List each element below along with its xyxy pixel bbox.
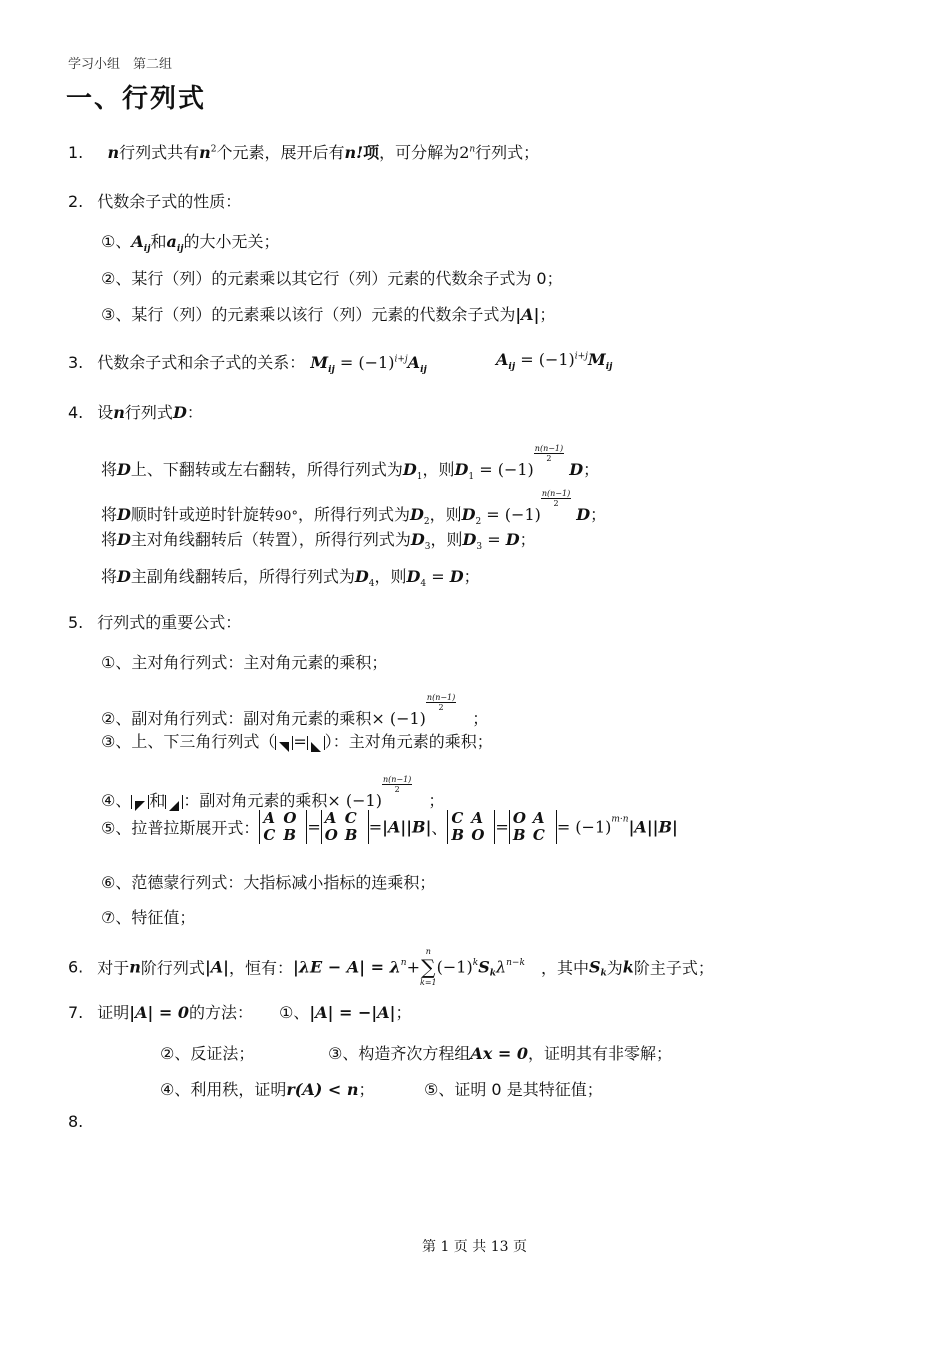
item-5-sub-7: ⑦、特征值； — [101, 908, 196, 927]
laplace-matrix-3: C A B O — [447, 810, 495, 844]
item-7-line-2b: ③、构造齐次方程组Ax = 0，证明其有非零解； — [328, 1044, 673, 1063]
item-7: 7. 证明|A| = 0的方法： ①、|A| = −|A|； — [68, 1003, 412, 1022]
item-2-sub-1: ①、$A_{ij}$和$a_{ij}$的大小无关； — [101, 232, 280, 255]
anti-lower-triangle-det — [165, 795, 183, 809]
item-4-row-4: 将D主副角线翻转后，所得行列式为$D_4$，则$D_4 = D$； — [101, 567, 480, 590]
item-1: 1. n行列式共有$n^2$个元素，展开后有n!项，可分解为2$^n$行列式； — [68, 143, 540, 162]
item-8: 8. — [68, 1112, 84, 1131]
item-2-sub-2: ②、某行（列）的元素乘以其它行（列）元素的代数余子式为 0； — [101, 269, 563, 288]
item-2-sub-3: ③、某行（列）的元素乘以该行（列）元素的代数余子式为|A|； — [101, 305, 556, 324]
item-3: 3. 代数余子式和余子式的关系： $M_{ij} = (-1)^{i+j}A_{ij}$ — [68, 353, 427, 376]
page-header: 学习小组 第二组 — [68, 57, 173, 72]
laplace-matrix-4: O A B C — [509, 810, 557, 844]
item-4: 4. 设n行列式D： — [68, 403, 203, 422]
lower-triangle-icon — [311, 742, 321, 752]
item-7-line-2a: ②、反证法； — [160, 1044, 255, 1063]
item-5-sub-3: ③、上、下三角行列式（ = ）：主对角元素的乘积； — [101, 732, 493, 751]
item-5-sub-1: ①、主对角行列式：主对角元素的乘积； — [101, 653, 388, 672]
item-5-sub-2: ②、副对角行列式：副对角元素的乘积× (−1) $\frac{n(n-1)}{2}$ ； — [101, 693, 489, 728]
item-5: 5. 行列式的重要公式： — [68, 613, 242, 632]
item-7-line-3c: ⑤、证明 0 是其特征值； — [424, 1080, 603, 1099]
upper-triangle-icon — [279, 742, 289, 752]
item-4-row-1: 将D上、下翻转或左右翻转，所得行列式为$D_1$，则$D_1 = (-1)$ $\frac{n(n-1)}{2}$ D； — [101, 444, 600, 483]
item-3-formula-2: $A_{ij} = (-1)^{i+j}M_{ij}$ — [496, 350, 613, 373]
lower-triangle-det — [307, 736, 325, 750]
laplace-matrix-1: A O C B — [259, 810, 307, 844]
laplace-matrix-2: A C O B — [321, 810, 369, 844]
upper-triangle-det — [275, 736, 293, 750]
item-6: 6. 对于n阶行列式|A|，恒有：$|\lambda E - A| = \lambda^n+$ n ∑ k=1 $(-1)^kS_k\lambda^{n-k}$ ，其中$S_k$为k阶主子式； — [68, 947, 714, 987]
item-5-sub-4: ④、 和 ：副对角元素的乘积× (−1) $\frac{n(n-1)}{2}$ ； — [101, 775, 445, 810]
anti-upper-triangle-det — [131, 795, 149, 809]
item-7-line-3a: ④、利用秩，证明r(A) < n； — [160, 1080, 375, 1099]
item-2: 2. 代数余子式的性质： — [68, 192, 242, 211]
summation-sign: n ∑ k=1 — [420, 947, 437, 987]
page-footer: 第 1 页 共 13 页 — [422, 1239, 527, 1255]
item-5-sub-6: ⑥、范德蒙行列式：大指标减小指标的连乘积； — [101, 873, 436, 892]
item-5-sub-5: ⑤、拉普拉斯展开式：A O C B = A C O B =|A||B|、C A B O = O A B $C = (-1)^{m\cdot n}|A||B|$ — [101, 809, 678, 844]
section-title: 一、行列式 — [66, 84, 207, 114]
item-4-row-2: 将D顺时针或逆时针旋转90°，所得行列式为$D_2$，则$D_2 = (-1)$ $\frac{n(n-1)}{2}$ D； — [101, 489, 607, 528]
item-4-row-3: 将D主对角线翻转后（转置），所得行列式为$D_3$，则$D_3 = D$； — [101, 530, 536, 553]
